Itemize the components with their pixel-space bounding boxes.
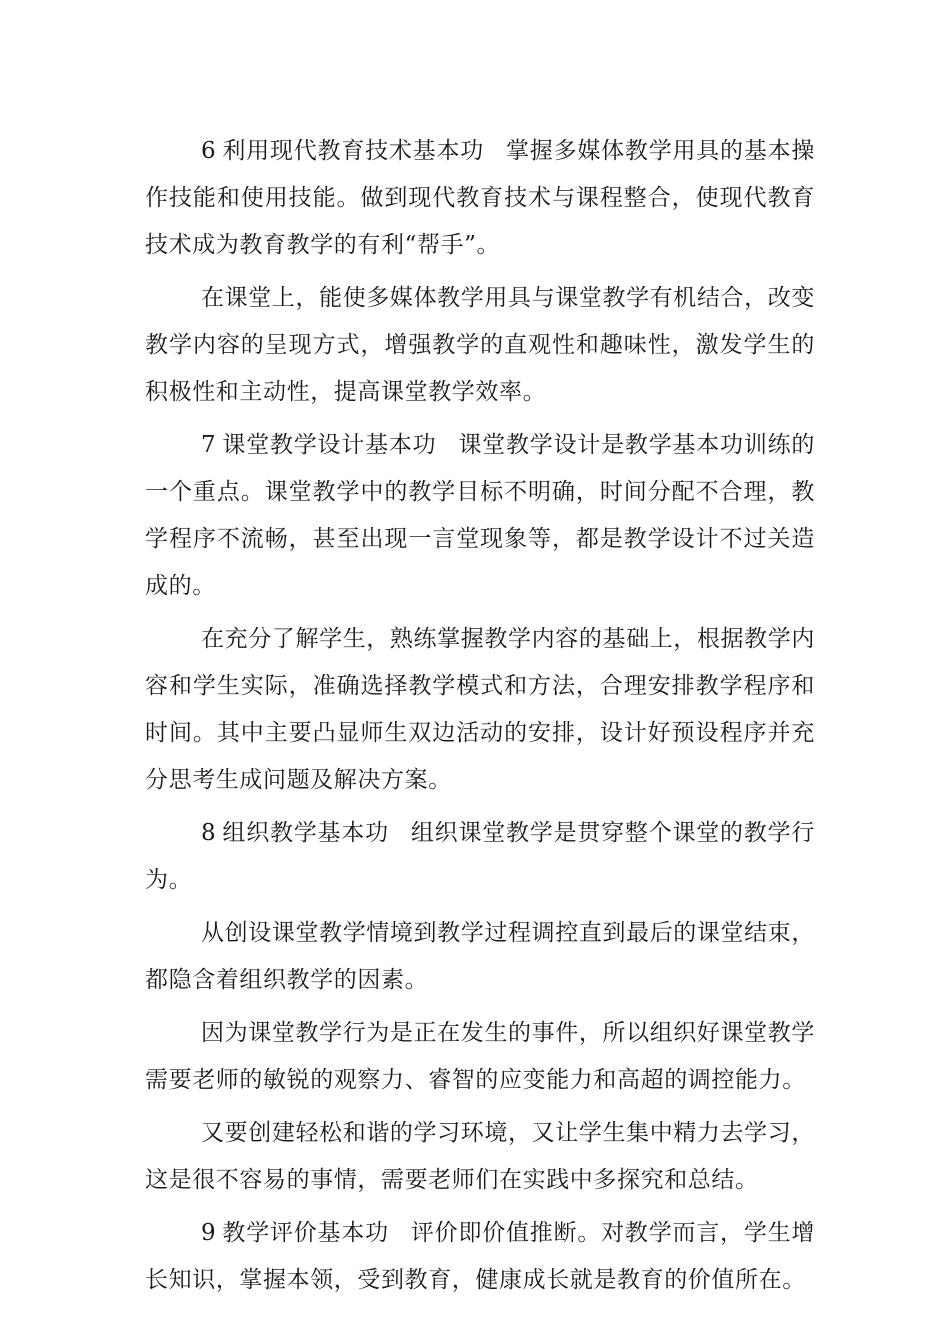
paragraph-9-evaluation — [145, 1210, 815, 1304]
paragraph-text: 在充分了解学生，熟练掌握教学内容的基础上，根据教学内容和学生实际，准确选择教学模式和方法，合理安排教学程序和时间。其中主要凸显师生双边活动的安排，设计好预设程序并充分思考生成问题及解决方案。 — [145, 626, 815, 793]
paragraph-learning-environment — [145, 1110, 815, 1204]
paragraph-8-organize-teaching — [145, 810, 815, 904]
paragraph-text: 因为课堂教学行为是正在发生的事件，所以组织好课堂教学需要老师的敏锐的观察力、睿智的应变能力和高超的调控能力。 — [145, 1020, 815, 1093]
paragraph-6-modern-tech — [145, 128, 815, 269]
section-heading: 组织教学基本功 — [222, 820, 389, 846]
paragraph-text: 从创设课堂教学情境到教学过程调控直到最后的课堂结束，都隐含着组织教学的因素。 — [145, 920, 815, 993]
section-number: 6 — [201, 138, 217, 164]
paragraph-text: 组织课堂教学是贯穿整个课堂的教学行为。 — [145, 820, 815, 893]
section-heading: 课堂教学设计基本功 — [222, 432, 437, 458]
paragraph-teacher-abilities — [145, 1010, 815, 1104]
document-body — [145, 128, 815, 1310]
section-heading: 利用现代教育技术基本功 — [222, 138, 485, 164]
paragraph-organize-factors — [145, 910, 815, 1004]
paragraph-text: 在课堂上，能使多媒体教学用具与课堂教学有机结合，改变教学内容的呈现方式，增强教学的直观性和趣味性，激发学生的积极性和主动性，提高课堂教学效率。 — [145, 285, 815, 405]
paragraph-text: 评价即价值推断。对教学而言，学生增长知识，掌握本领，受到教育，健康成长就是教育的价值所在。 — [145, 1220, 815, 1293]
paragraph-design-approach — [145, 616, 815, 804]
section-number: 7 — [201, 432, 217, 458]
section-heading: 教学评价基本功 — [222, 1220, 389, 1246]
paragraph-multimedia-classroom — [145, 275, 815, 416]
section-number: 8 — [201, 820, 217, 846]
paragraph-text: 课堂教学设计是教学基本功训练的一个重点。课堂教学中的教学目标不明确，时间分配不合理，教学程序不流畅，甚至出现一言堂现象等，都是教学设计不过关造成的。 — [145, 432, 815, 599]
paragraph-text: 掌握多媒体教学用具的基本操作技能和使用技能。做到现代教育技术与课程整合，使现代教育技术成为教育教学的有利“帮手”。 — [145, 138, 815, 258]
paragraph-7-lesson-design — [145, 422, 815, 610]
section-number: 9 — [201, 1220, 217, 1246]
paragraph-text: 又要创建轻松和谐的学习环境，又让学生集中精力去学习，这是很不容易的事情，需要老师们在实践中多探究和总结。 — [145, 1120, 815, 1193]
